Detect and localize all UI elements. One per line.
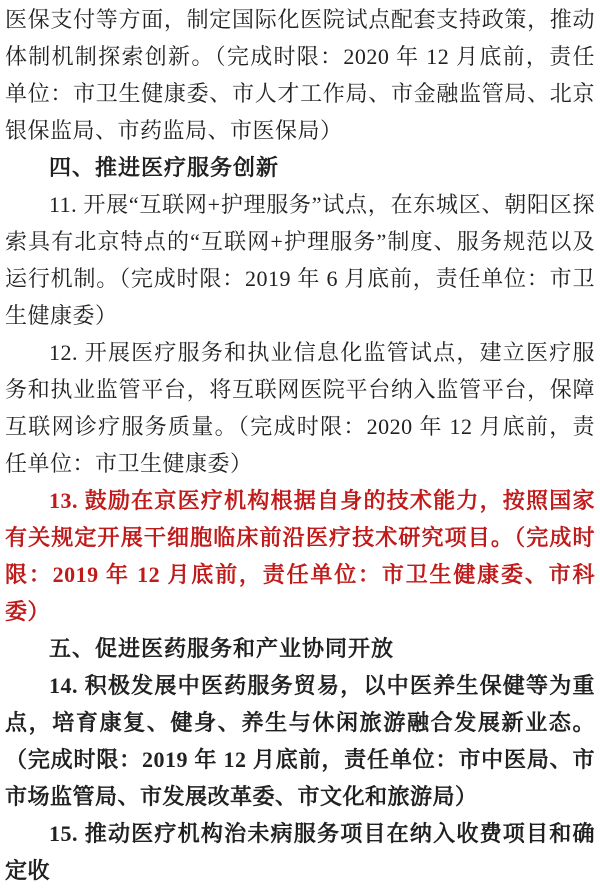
paragraph-item-11: 11. 开展“互联网+护理服务”试点，在东城区、朝阳区探索具有北京特点的“互联网+护理服务”制度、服务规范以及运行机制。（完成时限：2019 年 6 月底前，责任单位：市卫生健康委） [5,192,595,328]
paragraph-item-14: 14. 积极发展中医药服务贸易，以中医养生保健等为重点，培育康复、健身、养生与休闲旅游融合发展新业态。（完成时限：2019 年 12 月底前，责任单位：市中医局、市市场监管局、市发展改革委、市文化和旅游局） [5,673,595,809]
section-heading-4: 四、推进医疗服务创新 [49,155,280,180]
paragraph-item-12: 12. 开展医疗服务和执业信息化监管试点，建立医疗服务和执业监管平台，将互联网医院平台纳入监管平台，保障互联网诊疗服务质量。（完成时限：2020 年 12 月底前，责任单位：市卫生健康委） [5,340,595,476]
section-heading-5: 五、促进医药服务和产业协同开放 [49,636,395,661]
paragraph-item-15-truncated: 15. 推动医疗机构治未病服务项目在纳入收费项目和确定收 [5,821,595,883]
paragraph-continuation-item-10: 医保支付等方面，制定国际化医院试点配套支持政策，推动体制机制探索创新。（完成时限：2020 年 12 月底前，责任单位：市卫生健康委、市人才工作局、市金融监管局、北京银保监局、市药监局、市医保局） [5,7,595,143]
paragraph-item-13-red-emphasis: 13. 鼓励在京医疗机构根据自身的技术能力，按照国家有关规定开展干细胞临床前沿医疗技术研究项目。（完成时限：2019 年 12 月底前，责任单位：市卫生健康委、市科委） [5,488,595,624]
